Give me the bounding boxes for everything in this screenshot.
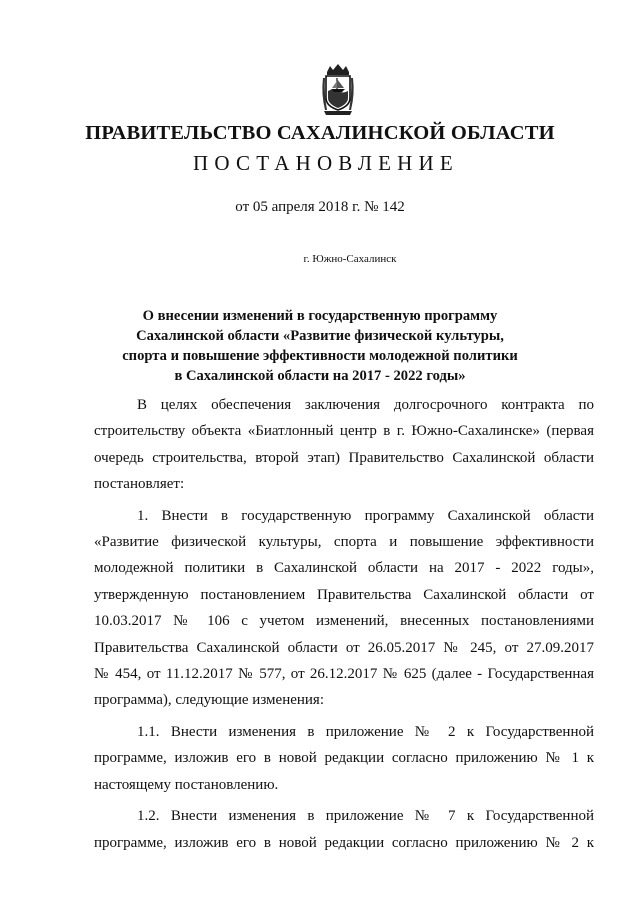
paragraph-item-1-1 <box>94 719 594 798</box>
text-line: программе, изложив его в новой редакции согласно приложению № 1 к <box>94 750 594 767</box>
text-line: молодежной политики в Сахалинской области на 2017 - 2022 годы», <box>94 560 594 577</box>
text-line: Правительства Сахалинской области от 26.05.2017 № 245, от 27.09.2017 <box>94 639 594 656</box>
title-line: спорта и повышение эффективности молодежной политики <box>122 348 518 364</box>
title-line: О внесении изменений в государственную программу <box>142 308 498 324</box>
text-line: очередь строительства, второй этап) Правительство Сахалинской области <box>94 449 594 466</box>
text-line: программа), следующие изменения: <box>94 692 324 709</box>
paragraph-item-1-2 <box>94 803 594 856</box>
document-type: ПОСТАНОВЛЕНИЕ <box>193 151 459 175</box>
document-title <box>0 306 640 386</box>
text-line: программе, изложив его в новой редакции согласно приложению № 2 к <box>94 834 594 851</box>
text-line: утвержденную постановлением Правительства Сахалинской области от <box>94 586 594 603</box>
text-line: 10.03.2017 № 106 с учетом изменений, внесенных постановлениями <box>94 613 594 630</box>
paragraph-item-1 <box>94 503 594 714</box>
date-and-number: от 05 апреля 2018 г. № 142 <box>235 199 405 215</box>
text-line: «Развитие физической культуры, спорта и повышение эффективности <box>94 534 594 551</box>
coat-of-arms-icon <box>321 64 355 116</box>
document-body <box>94 392 594 861</box>
text-line: № 454, от 11.12.2017 № 577, от 26.12.2017 № 625 (далее - Государственная <box>94 666 594 683</box>
city: г. Южно-Сахалинск <box>303 253 397 265</box>
text-line: 1. Внести в государственную программу Сахалинской области <box>137 507 594 524</box>
text-line: постановляет: <box>94 476 185 493</box>
paragraph-preamble <box>94 392 594 498</box>
title-line: в Сахалинской области на 2017 - 2022 годы» <box>174 368 466 384</box>
text-line: строительству объекта «Биатлонный центр в г. Южно-Сахалинске» (первая <box>94 423 594 440</box>
text-line: настоящему постановлению. <box>94 776 279 793</box>
text-line: 1.1. Внести изменения в приложение № 2 к Государственной <box>137 723 594 740</box>
government-name: ПРАВИТЕЛЬСТВО САХАЛИНСКОЙ ОБЛАСТИ <box>85 122 555 144</box>
text-line: 1.2. Внести изменения в приложение № 7 к Государственной <box>137 808 594 825</box>
title-line: Сахалинской области «Развитие физической культуры, <box>136 328 504 344</box>
text-line: В целях обеспечения заключения долгосрочного контракта по <box>137 397 594 413</box>
